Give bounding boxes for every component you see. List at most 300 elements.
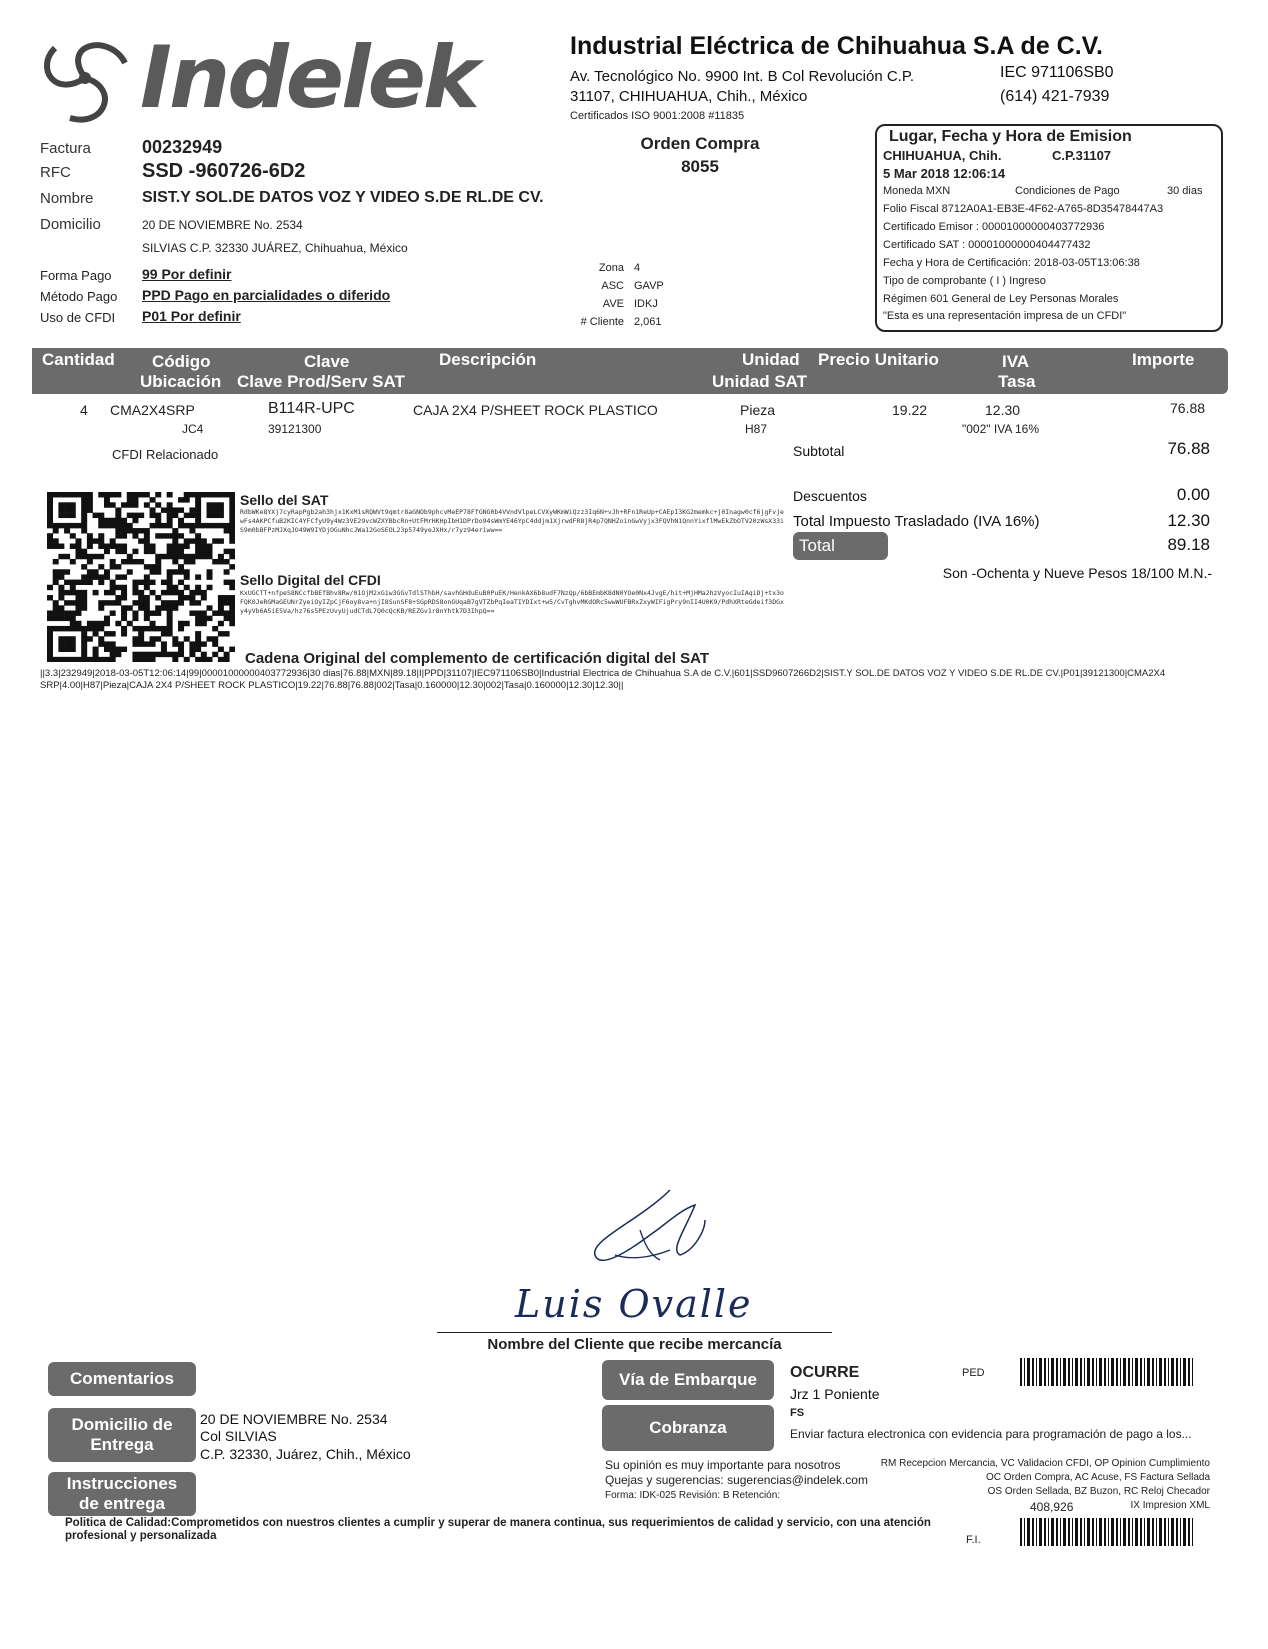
- qr-module: [75, 610, 81, 615]
- company-name: Industrial Eléctrica de Chihuahua S.A de C.V.: [570, 32, 1104, 60]
- forma-text: Forma: IDK-025 Revisión: B Retención:: [605, 1490, 781, 1501]
- header-clave: Clave: [304, 352, 350, 371]
- qr-module: [178, 652, 184, 657]
- qr-module: [47, 502, 53, 507]
- qr-module: [184, 569, 190, 574]
- fi-label: F.I.: [966, 1534, 981, 1546]
- qr-module: [132, 585, 138, 590]
- qr-module: [104, 631, 110, 636]
- qr-module: [115, 544, 121, 549]
- qr-module: [150, 580, 156, 585]
- qr-module: [218, 492, 224, 497]
- qr-module: [144, 595, 150, 600]
- qr-module: [172, 657, 178, 662]
- qr-module: [218, 657, 224, 662]
- qr-module: [178, 569, 184, 574]
- qr-module: [81, 564, 87, 569]
- qr-module: [150, 497, 156, 502]
- qr-module: [224, 528, 230, 533]
- nombre-label: Nombre: [40, 190, 94, 207]
- qr-module: [110, 523, 116, 528]
- qr-module: [178, 549, 184, 554]
- qr-module: [104, 518, 110, 523]
- qr-module: [178, 518, 184, 523]
- qr-module: [70, 626, 76, 631]
- qr-module: [58, 502, 64, 507]
- qr-module: [161, 554, 167, 559]
- qr-module: [110, 657, 116, 662]
- qr-module: [224, 492, 230, 497]
- qr-module: [201, 595, 207, 600]
- qr-module: [87, 533, 93, 538]
- qr-module: [70, 647, 76, 652]
- qr-module: [110, 600, 116, 605]
- qr-module: [98, 523, 104, 528]
- qr-module: [127, 492, 133, 497]
- qr-module: [201, 641, 207, 646]
- qr-module: [110, 610, 116, 615]
- qr-module: [184, 559, 190, 564]
- qr-module: [53, 657, 59, 662]
- qr-module: [172, 641, 178, 646]
- qr-module: [195, 538, 201, 543]
- qr-module: [229, 549, 235, 554]
- qr-module: [110, 538, 116, 543]
- qr-module: [93, 513, 99, 518]
- qr-module: [218, 559, 224, 564]
- qr-module: [189, 610, 195, 615]
- via-embarque-value: OCURRE: [790, 1364, 860, 1381]
- signature: [515, 1180, 820, 1330]
- qr-module: [178, 507, 184, 512]
- emission-moneda: Moneda MXN: [883, 185, 951, 197]
- cell-precio: 19.22: [892, 402, 928, 418]
- cadena-text: ||3.3|232949|2018-03-05T12:06:14|99|00001000000403772936|30 dias|76.88|MXN|89.18|I|PPD|31107|IEC971106SB0|Industrial Electrica de Chihuahua S.A de C.V.|601|SSD9607266D2|SIST.Y SOL.DE DATOS VOZ Y VIDEO S.DE RL.DE CV.|P01|39121300|CMA2X4SRP|4.00|H87|Pieza|CAJA 2X4 P/SHEET ROCK PLASTICO|19.22|76.88|76.88|002|Tasa|0.160000|12.30|002|Tasa|0.160000|12.30|12.30||: [40, 668, 1166, 691]
- header-tasa: Tasa: [998, 372, 1036, 391]
- qr-module: [195, 590, 201, 595]
- company-address-1: Av. Tecnológico No. 9900 Int. B Col Revolución C.P.: [570, 68, 915, 85]
- qr-module: [201, 492, 207, 497]
- qr-module: [127, 523, 133, 528]
- qr-module: [229, 600, 235, 605]
- qr-module: [110, 544, 116, 549]
- qr-module: [93, 657, 99, 662]
- cell-ubicacion: JC4: [182, 422, 204, 436]
- qr-module: [167, 513, 173, 518]
- qr-module: [195, 574, 201, 579]
- qr-module: [70, 585, 76, 590]
- qr-module: [81, 528, 87, 533]
- qr-module: [144, 600, 150, 605]
- qr-module: [144, 585, 150, 590]
- qr-module: [93, 590, 99, 595]
- qr-module: [58, 657, 64, 662]
- emission-cert-sat: Certificado SAT : 00001000000404477432: [883, 239, 1091, 251]
- qr-module: [189, 559, 195, 564]
- qr-module: [229, 585, 235, 590]
- header-precio: Precio Unitario: [818, 350, 939, 369]
- qr-module: [70, 657, 76, 662]
- qr-module: [167, 533, 173, 538]
- qr-module: [184, 544, 190, 549]
- company-phone: (614) 421-7939: [1000, 88, 1110, 105]
- qr-module: [138, 595, 144, 600]
- qr-module: [144, 564, 150, 569]
- qr-module: [138, 631, 144, 636]
- qr-module: [127, 554, 133, 559]
- qr-module: [104, 544, 110, 549]
- qr-module: [132, 580, 138, 585]
- qr-module: [184, 585, 190, 590]
- header-cantidad: Cantidad: [42, 350, 115, 369]
- qr-module: [75, 544, 81, 549]
- qr-module: [104, 502, 110, 507]
- qr-module: [64, 513, 70, 518]
- qr-module: [167, 574, 173, 579]
- qr-module: [201, 657, 207, 662]
- qr-module: [144, 605, 150, 610]
- qr-module: [138, 513, 144, 518]
- qr-module: [224, 631, 230, 636]
- qr-module: [70, 580, 76, 585]
- rfc-label: RFC: [40, 164, 71, 181]
- cliente-label: # Cliente: [580, 316, 624, 328]
- qr-module: [64, 528, 70, 533]
- qr-module: [155, 605, 161, 610]
- qr-module: [218, 647, 224, 652]
- qr-module: [98, 621, 104, 626]
- impuesto-value: 12.30: [1167, 511, 1210, 530]
- qr-module: [47, 647, 53, 652]
- qr-module: [195, 657, 201, 662]
- qr-module: [184, 538, 190, 543]
- qr-module: [104, 574, 110, 579]
- qr-module: [212, 626, 218, 631]
- qr-module: [110, 647, 116, 652]
- barcode-top: [1020, 1358, 1195, 1386]
- qr-module: [161, 590, 167, 595]
- descuentos-value: 0.00: [1176, 485, 1210, 504]
- qr-module: [195, 492, 201, 497]
- qr-module: [189, 590, 195, 595]
- qr-module: [189, 528, 195, 533]
- qr-module: [212, 636, 218, 641]
- qr-module: [127, 528, 133, 533]
- qr-module: [47, 538, 53, 543]
- qr-module: [64, 523, 70, 528]
- qr-module: [184, 636, 190, 641]
- qr-module: [218, 554, 224, 559]
- qr-module: [132, 559, 138, 564]
- qr-module: [144, 549, 150, 554]
- qr-module: [87, 621, 93, 626]
- qr-module: [212, 538, 218, 543]
- qr-module: [70, 544, 76, 549]
- qr-module: [138, 652, 144, 657]
- qr-module: [229, 554, 235, 559]
- qr-module: [98, 605, 104, 610]
- via-embarque-sub: Jrz 1 Poniente: [790, 1386, 880, 1402]
- qr-module: [184, 574, 190, 579]
- qr-module: [127, 502, 133, 507]
- qr-module: [47, 533, 53, 538]
- qr-module: [212, 641, 218, 646]
- qr-module: [161, 507, 167, 512]
- items-table-header: [32, 348, 1228, 394]
- qr-module: [161, 580, 167, 585]
- qr-module: [87, 554, 93, 559]
- emission-fecha-cert: Fecha y Hora de Certificación: 2018-03-05T13:06:38: [883, 257, 1140, 269]
- qr-module: [47, 497, 53, 502]
- metodo-pago-label: Método Pago: [40, 289, 118, 304]
- qr-module: [189, 600, 195, 605]
- qr-module: [70, 616, 76, 621]
- qr-module: [150, 641, 156, 646]
- qr-module: [178, 626, 184, 631]
- qr-module: [184, 497, 190, 502]
- signature-name: Luis Ovalle: [515, 1282, 753, 1326]
- qr-module: [167, 518, 173, 523]
- footer-number: 408,926: [1030, 1500, 1074, 1514]
- qr-module: [144, 610, 150, 615]
- qr-module: [184, 657, 190, 662]
- qr-module: [98, 564, 104, 569]
- qr-module: [81, 513, 87, 518]
- descuentos-label: Descuentos: [793, 488, 867, 504]
- qr-module: [81, 636, 87, 641]
- qr-module: [229, 497, 235, 502]
- qr-module: [115, 549, 121, 554]
- qr-module: [207, 636, 213, 641]
- qr-module: [201, 538, 207, 543]
- qr-module: [212, 523, 218, 528]
- qr-module: [98, 580, 104, 585]
- qr-module: [212, 502, 218, 507]
- qr-module: [144, 533, 150, 538]
- qr-module: [195, 497, 201, 502]
- qr-module: [229, 533, 235, 538]
- qr-module: [201, 554, 207, 559]
- header-unidad: Unidad: [742, 350, 800, 369]
- cobranza-label: Cobranza: [602, 1405, 774, 1451]
- qr-module: [201, 549, 207, 554]
- qr-module: [178, 595, 184, 600]
- qr-module: [115, 652, 121, 657]
- codes-3: OS Orden Sellada, BZ Buzon, RC Reloj Checador: [987, 1486, 1210, 1497]
- qr-module: [104, 600, 110, 605]
- qr-module: [132, 492, 138, 497]
- qr-module: [224, 569, 230, 574]
- qr-module: [53, 492, 59, 497]
- qr-module: [87, 492, 93, 497]
- qr-module: [53, 600, 59, 605]
- qr-module: [64, 600, 70, 605]
- customer-rfc: SSD -960726-6D2: [142, 160, 306, 182]
- qr-module: [172, 549, 178, 554]
- qr-module: [212, 559, 218, 564]
- qr-module: [161, 600, 167, 605]
- qr-module: [144, 580, 150, 585]
- qr-module: [98, 641, 104, 646]
- sello-sat-title: Sello del SAT: [240, 492, 329, 508]
- qr-module: [138, 641, 144, 646]
- table-row: [32, 400, 1228, 440]
- qr-module: [81, 580, 87, 585]
- qr-module: [224, 549, 230, 554]
- qr-module: [207, 492, 213, 497]
- qr-module: [64, 647, 70, 652]
- qr-module: [144, 538, 150, 543]
- asc-value: GAVP: [634, 280, 664, 292]
- qr-module: [178, 641, 184, 646]
- politica-calidad: Politica de Calidad:Comprometidos con nuestros clientes a cumplir y superar de manera continua, sus requerimientos de calidad y servicio, con una atención profesional y personalizada: [65, 1517, 931, 1542]
- emission-leyenda: "Esta es una representación impresa de un CFDI": [883, 310, 1127, 322]
- qr-module: [172, 554, 178, 559]
- qr-module: [98, 626, 104, 631]
- qr-module: [81, 502, 87, 507]
- cell-unidad-sat: H87: [745, 422, 768, 436]
- qr-module: [70, 621, 76, 626]
- qr-module: [167, 616, 173, 621]
- qr-module: [144, 502, 150, 507]
- qr-module: [150, 636, 156, 641]
- qr-module: [81, 590, 87, 595]
- qr-module: [121, 631, 127, 636]
- qr-module: [81, 647, 87, 652]
- qr-module: [110, 502, 116, 507]
- signature-line: [437, 1332, 832, 1333]
- zona-value: 4: [634, 262, 641, 274]
- qr-module: [121, 559, 127, 564]
- qr-module: [64, 507, 70, 512]
- qr-module: [155, 569, 161, 574]
- qr-module: [53, 574, 59, 579]
- qr-module: [150, 513, 156, 518]
- qr-module: [132, 652, 138, 657]
- qr-module: [64, 610, 70, 615]
- qr-module: [127, 605, 133, 610]
- qr-module: [178, 600, 184, 605]
- cell-codigo: CMA2X4SRP: [110, 402, 195, 418]
- qr-module: [93, 647, 99, 652]
- cell-tasa: "002" IVA 16%: [962, 422, 1040, 436]
- qr-module: [195, 513, 201, 518]
- qr-module: [121, 605, 127, 610]
- qr-module: [155, 554, 161, 559]
- header-descripcion: Descripción: [439, 350, 537, 369]
- qr-module: [189, 492, 195, 497]
- qr-module: [81, 574, 87, 579]
- qr-module: [195, 502, 201, 507]
- qr-module: [155, 595, 161, 600]
- qr-module: [98, 657, 104, 662]
- qr-module: [47, 507, 53, 512]
- qr-module: [75, 538, 81, 543]
- qr-module: [218, 513, 224, 518]
- qr-module: [93, 626, 99, 631]
- qr-module: [110, 559, 116, 564]
- total-letra: Son -Ochenta y Nueve Pesos 18/100 M.N.-: [942, 565, 1212, 581]
- qr-module: [150, 590, 156, 595]
- qr-module: [207, 616, 213, 621]
- qr-module: [58, 626, 64, 631]
- qr-module: [167, 554, 173, 559]
- qr-module: [189, 652, 195, 657]
- qr-module: [64, 569, 70, 574]
- qr-module: [150, 626, 156, 631]
- qr-module: [47, 595, 53, 600]
- qr-module: [81, 595, 87, 600]
- qr-module: [115, 507, 121, 512]
- qr-module: [144, 544, 150, 549]
- qr-module: [87, 574, 93, 579]
- qr-module: [201, 621, 207, 626]
- qr-module: [207, 657, 213, 662]
- qr-module: [172, 513, 178, 518]
- qr-module: [224, 580, 230, 585]
- qr-module: [184, 513, 190, 518]
- qr-module: [87, 657, 93, 662]
- qr-module: [161, 652, 167, 657]
- qr-module: [110, 590, 116, 595]
- qr-module: [81, 631, 87, 636]
- qr-module: [81, 626, 87, 631]
- emission-folio: Folio Fiscal 8712A0A1-EB3E-4F62-A765-8D35478447A3: [883, 203, 1164, 215]
- qr-module: [150, 507, 156, 512]
- qr-module: [229, 616, 235, 621]
- cell-descripcion: CAJA 2X4 P/SHEET ROCK PLASTICO: [413, 402, 658, 418]
- qr-module: [167, 631, 173, 636]
- qr-module: [167, 621, 173, 626]
- qr-module: [144, 492, 150, 497]
- qr-module: [93, 538, 99, 543]
- qr-module: [81, 497, 87, 502]
- qr-module: [132, 600, 138, 605]
- qr-module: [104, 641, 110, 646]
- qr-module: [212, 513, 218, 518]
- ped-label: PED: [962, 1367, 985, 1379]
- qr-module: [58, 641, 64, 646]
- qr-module: [161, 605, 167, 610]
- qr-module: [189, 507, 195, 512]
- ave-label: AVE: [602, 298, 624, 310]
- signature-caption: Nombre del Cliente que recibe mercancía: [487, 1336, 782, 1353]
- qr-module: [81, 605, 87, 610]
- company-logo: [30, 28, 500, 133]
- qr-module: [93, 621, 99, 626]
- qr-module: [115, 585, 121, 590]
- qr-module: [98, 513, 104, 518]
- emission-tipo: Tipo de comprobante ( I ) Ingreso: [883, 275, 1046, 287]
- qr-module: [218, 595, 224, 600]
- qr-module: [155, 518, 161, 523]
- qr-module: [132, 549, 138, 554]
- qr-module: [64, 657, 70, 662]
- qr-module: [98, 492, 104, 497]
- qr-module: [64, 636, 70, 641]
- qr-module: [218, 610, 224, 615]
- qr-module: [161, 647, 167, 652]
- qr-module: [58, 554, 64, 559]
- qr-module: [167, 626, 173, 631]
- qr-module: [47, 544, 53, 549]
- qr-module: [178, 554, 184, 559]
- emission-title: Lugar, Fecha y Hora de Emision: [889, 128, 1132, 145]
- qr-module: [87, 569, 93, 574]
- qr-module: [98, 518, 104, 523]
- qr-module: [104, 549, 110, 554]
- qr-module: [110, 580, 116, 585]
